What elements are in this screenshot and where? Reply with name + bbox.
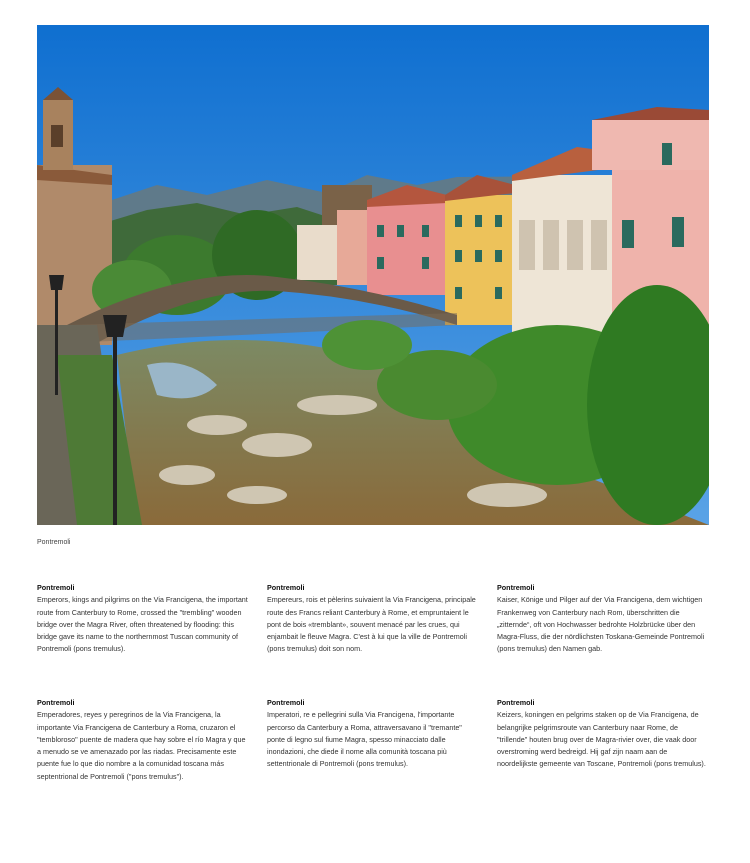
text-block-italian: [267, 697, 479, 771]
block-title: Pontremoli: [37, 583, 75, 592]
text-block-spanish: [37, 697, 249, 783]
block-body: Kaiser, Könige und Pilger auf der Via Francigena, dem wichtigen Frankenweg von Canterbury nach Rom, überschritten die „zitternde“, oft von Hochwasser bedrohte Holzbrücke über den Magra-Fluss, die der nördlichsten Toskana-Gemeinde Pontremoli (pons tremulus) den Namen gab.: [497, 595, 705, 654]
block-body: Keizers, koningen en pelgrims staken op de Via Francigena, de belangrijke pelgrimsroute van Canterbury naar Rome, de "trillende" houten brug over de Magra-rivier over, die vaak door overstroming werd bedreigd. Hij gaf zijn naam aan de noordelijkste gemeente van Toscane, Pontremoli (pons tremulus).: [497, 710, 706, 769]
block-title: Pontremoli: [267, 698, 305, 707]
block-title: Pontremoli: [497, 583, 535, 592]
text-block-dutch: [497, 697, 709, 771]
block-title: Pontremoli: [37, 698, 75, 707]
block-body: Empereurs, rois et pèlerins suivaient la Via Francigena, principale route des Francs reliant Canterbury à Rome, et empruntaient le pont de bois «tremblant», souvent menacé par les crues, qui enjambait le fleuve Magra. C'est à lui que la ville de Pontremoli (pons tremulus) doit son nom.: [267, 595, 476, 654]
photo-caption: Pontremoli: [37, 539, 71, 546]
block-body: Emperors, kings and pilgrims on the Via Francigena, the important route from Canterbury to Rome, crossed the "trembling" wooden bridge over the Magra River, often threatened by flooding: this bridge gave its name to the northernmost Tuscan community of Pontremoli (pons tremulus).: [37, 595, 248, 654]
text-block-english: [37, 582, 249, 656]
text-block-german: [497, 582, 709, 656]
text-block-french: [267, 582, 479, 656]
block-body: Emperadores, reyes y peregrinos de la Via Francigena, la importante Via Francigena de Canterbury a Roma, cruzaron el "tembloroso" puente de madera que hay sobre el río Magra y que a menudo se ve amenazado por las riadas. Precisamente este puente fue lo que dio nombre a la comunidad toscana más septentrional de Pontremoli ("pons tremulus").: [37, 710, 246, 781]
photo-pontremoli: [37, 25, 709, 525]
block-title: Pontremoli: [267, 583, 305, 592]
block-title: Pontremoli: [497, 698, 535, 707]
block-body: Imperatori, re e pellegrini sulla Via Francigena, l'importante percorso da Canterbury a Roma, attraversavano il "tremante" ponte di legno sul fiume Magra, spesso minacciato dalle inondazioni, che diede il nome alla comunità toscana più settentrionale di Pontremoli (pons tremulus).: [267, 710, 462, 769]
